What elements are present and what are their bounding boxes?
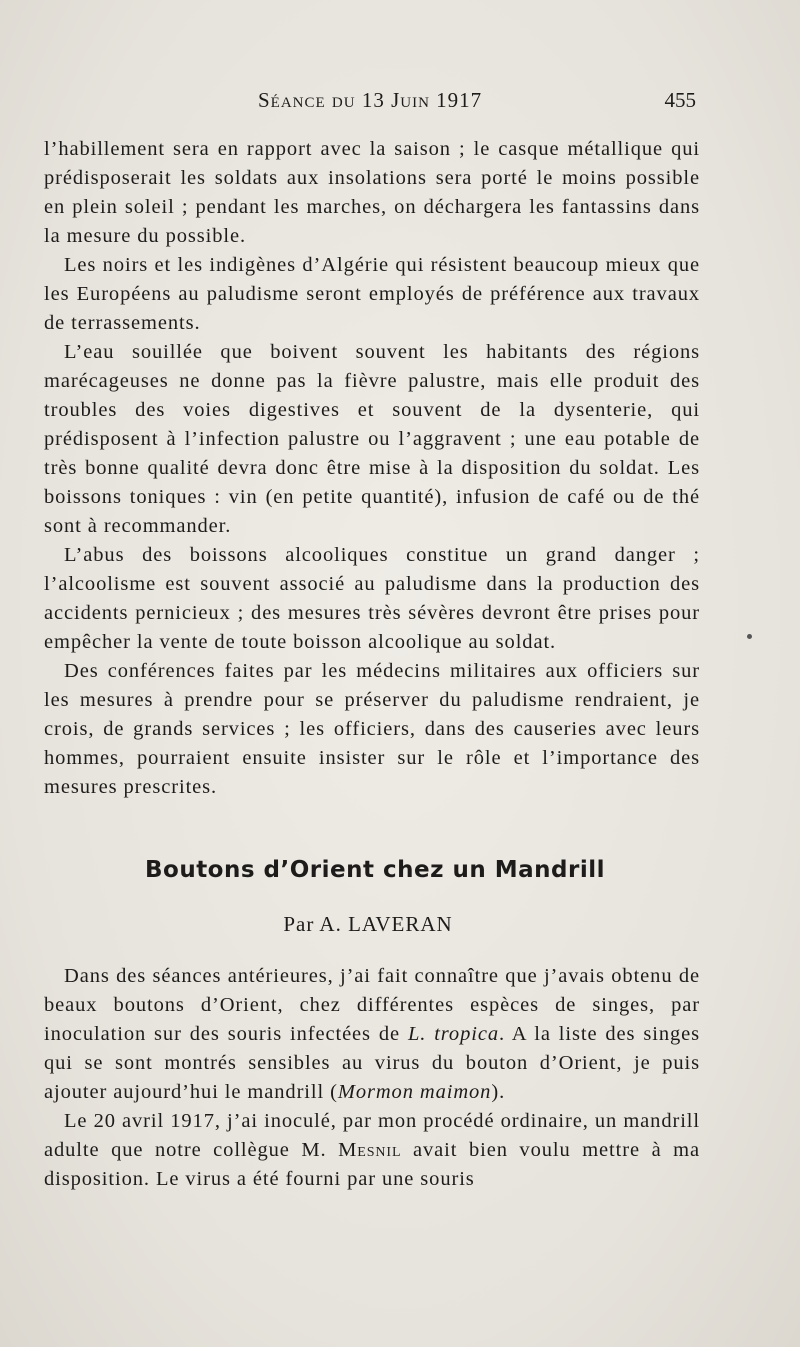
colleague-name: Mesnil — [338, 1139, 402, 1161]
article-byline: Par A. LAVERAN — [283, 912, 453, 936]
inoculation-text-a: Le 20 avril 1917, j’ai inoculé, par mon procédé ordinaire, un mandrill adulte que notre collègue M. — [44, 1110, 700, 1161]
paper-speck — [747, 634, 752, 639]
inoculation-text-b: avait bien voulu mettre à ma disposition. Le virus a été fourni par une souris — [44, 1139, 700, 1190]
paragraph-inoculation — [44, 1107, 700, 1194]
article-title: Boutons d’Orient chez un Mandrill — [144, 857, 606, 883]
paragraph-clothing: l’habillement sera en rapport avec la saison ; le casque métallique qui prédisposerait les soldats aux insolations sera porté le moins possible en plein soleil ; pendant les marches, on déchargera les fantassins dans la mesure du possible. — [44, 138, 700, 247]
page-number: 455 — [664, 88, 696, 112]
intro-text-a: Dans des séances antérieures, j’ai fait connaître que j’avais obtenu de beaux boutons d’Orient, chez différentes espèces de singes, par inoculation sur des souris infectées de — [44, 965, 700, 1045]
species-name: L. tropica — [407, 1023, 499, 1045]
paragraph-earthworks: Les noirs et les indigènes d’Algérie qui résistent beaucoup mieux que les Européens au paludisme seront employés de préférence aux travaux de terrassements. — [44, 254, 700, 334]
paragraph-alcohol: L’abus des boissons alcooliques constitue un grand danger ; l’alcoolisme est souvent associé au paludisme dans la production des accidents pernicieux ; des mesures très sévères devront être prises pour empêcher la vente de toute boisson alcoolique au soldat. — [44, 544, 700, 653]
intro-text-c: ). — [491, 1081, 506, 1103]
paragraph-intro — [44, 962, 700, 1107]
running-head — [0, 88, 800, 118]
mandrill-latin-name: Mormon maimon — [337, 1081, 492, 1103]
paragraph-conferences: Des conférences faites par les médecins militaires aux officiers sur les mesures à prendre pour se préserver du paludisme rendraient, je crois, de grands services ; les officiers, dans des causeries avec leurs hommes, pourraient ensuite insister sur le rôle et l’importance des mesures prescrites. — [44, 660, 700, 798]
running-title: Séance du 13 Juin 1917 — [258, 88, 483, 112]
previous-article-conclusion — [44, 135, 700, 802]
intro-text-b: . A la liste des singes qui se sont montrés sensibles au virus du bouton d’Orient, je puis ajouter aujourd’hui le mandrill ( — [44, 1023, 701, 1103]
article-body — [44, 962, 700, 1194]
paragraph-water: L’eau souillée que boivent souvent les habitants des régions marécageuses ne donne pas la fièvre palustre, mais elle produit des troubles des voies digestives et souvent de la dysenterie, qui prédisposent à l’infection palustre ou l’aggravent ; une eau potable de très bonne qualité devra donc être mise à la disposition du soldat. Les boissons toniques : vin (en petite quantité), infusion de café ou de thé sont à recommander. — [44, 341, 700, 537]
